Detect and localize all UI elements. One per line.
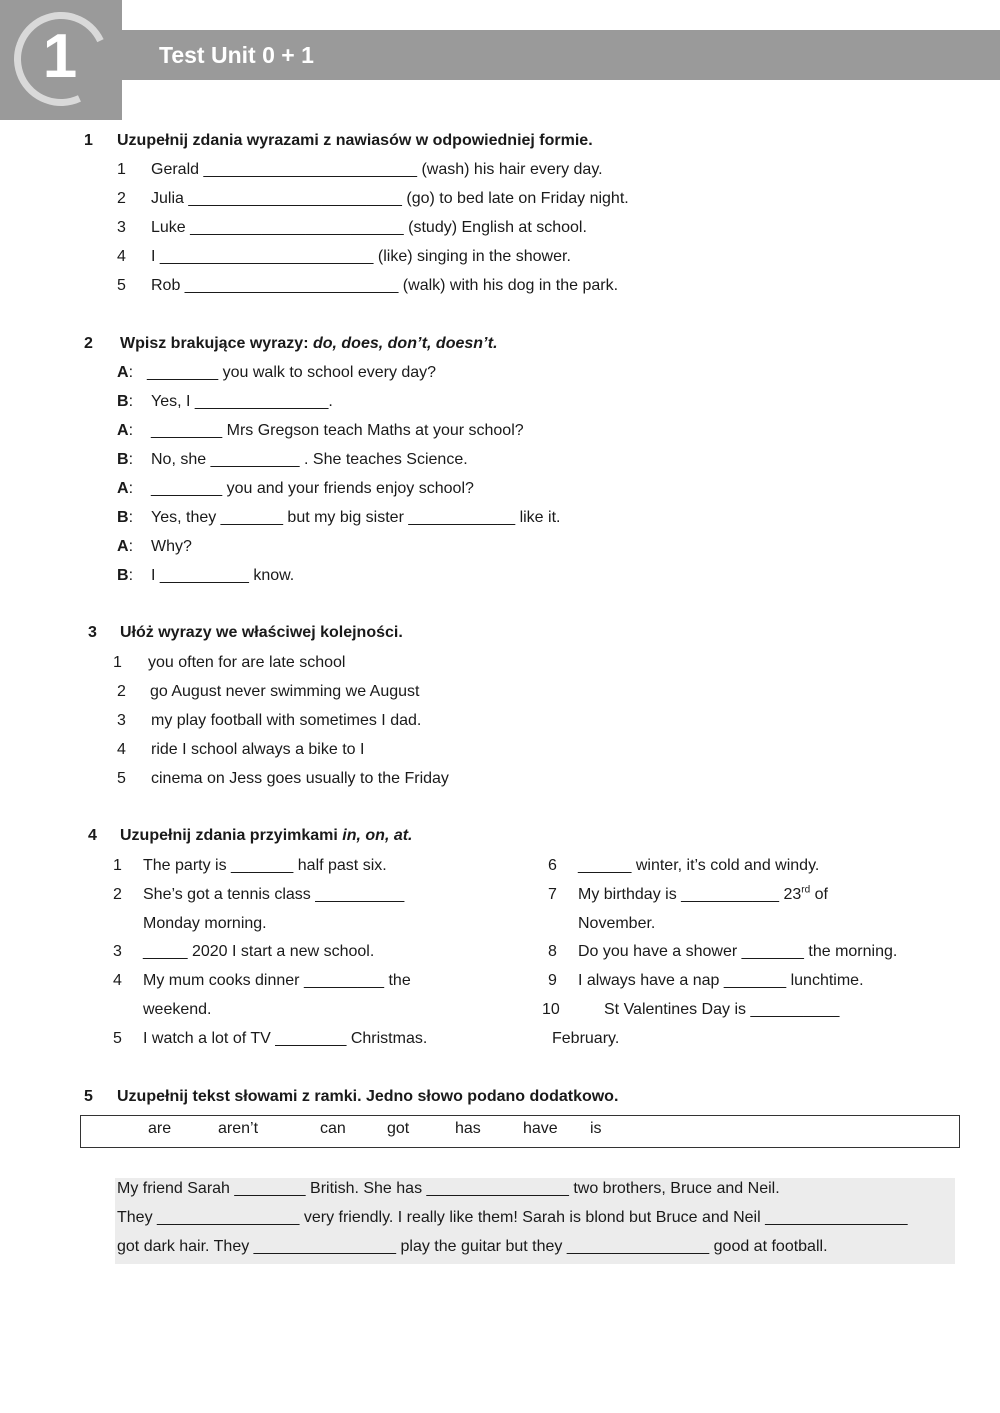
speaker-label: A [117,422,129,439]
ex4-item-text: St Valentines Day is __________ [604,1001,840,1018]
ex2-line: A: [117,364,134,381]
ex4-item-text-cont: weekend. [143,1001,212,1018]
word-box-item: have [523,1120,558,1137]
unit-badge [0,0,122,120]
ex4-item-number: 2 [113,886,122,903]
ex1-number: 1 [84,132,93,149]
ordinal-suffix: rd [801,884,811,896]
word-box-item: aren’t [218,1120,259,1137]
ex4-item-number: 3 [113,943,122,960]
ex2-line-text: ________ Mrs Gregson teach Maths at your school? [151,422,524,439]
word-box-item: can [320,1120,346,1137]
ex4-item-text: My mum cooks dinner _________ the [143,972,411,989]
ex1-item-number: 5 [117,277,126,294]
ex4-item-number: 10 [542,1001,560,1018]
ex1-item-text: Rob ________________________ (walk) with his dog in the park. [151,277,619,294]
ex2-line: B: [117,567,134,584]
ex1-item-text: Gerald ________________________ (wash) his hair every day. [151,161,603,178]
ex2-line-text: Yes, they _______ but my big sister ____________ like it. [151,509,561,526]
ex4-item-text: The party is _______ half past six. [143,857,387,874]
ex4-item-number: 5 [113,1030,122,1047]
word-box [80,1115,960,1148]
ex1-item-number: 2 [117,190,126,207]
ex4-item-number: 4 [113,972,122,989]
ex1-item-text: Luke ________________________ (study) English at school. [151,219,587,236]
ex4-instruction-words: in, on, at. [342,827,413,844]
ex4-item-text-b: of [810,886,828,903]
ex2-line-text: Yes, I _______________. [151,393,333,410]
ex2-line: B: [117,393,134,410]
ex3-item-text: you often for are late school [148,654,346,671]
ex3-item-text: go August never swimming we August [150,683,420,700]
ex2-number: 2 [84,335,93,352]
ex5-text-line: They ________________ very friendly. I really like them! Sarah is blond but Bruce and Neil ________________ [117,1209,908,1226]
ex4-item-text: ______ winter, it’s cold and windy. [578,857,820,874]
ex4-item-text-cont: November. [578,915,656,932]
ex3-item-text: ride I school always a bike to I [151,741,365,758]
ex4-item-text: I watch a lot of TV ________ Christmas. [143,1030,428,1047]
ex2-line-text: Why? [151,538,192,555]
ex4-instruction-text: Uzupełnij zdania przyimkami [120,827,343,844]
ex2-instruction-text: Wpisz brakujące wyrazy: [120,335,313,352]
ex2-line-text: ________ you walk to school every day? [147,364,437,381]
ex4-item-number: 7 [548,886,557,903]
ex1-item-number: 3 [117,219,126,236]
ex1-item-number: 4 [117,248,126,265]
ex5-text-line: got dark hair. They ________________ play the guitar but they ________________ good at football. [117,1238,828,1255]
ex3-item-number: 1 [113,654,122,671]
ex2-line: A: [117,422,134,439]
word-box-item: got [387,1120,410,1137]
ex3-instruction: Ułóż wyrazy we właściwej kolejności. [120,624,403,641]
word-box-item: has [455,1120,481,1137]
ex4-item-text-cont: Monday morning. [143,915,267,932]
speaker-label: B [117,567,129,584]
ex4-item-number: 9 [548,972,557,989]
ex2-instruction-words: do, does, don’t, doesn’t. [312,335,498,352]
ex2-line: B: [117,509,134,526]
ex2-line-text: ________ you and your friends enjoy school? [151,480,474,497]
ex4-item-number: 6 [548,857,557,874]
ex2-instruction [120,334,498,354]
ex5-number: 5 [84,1088,93,1105]
word-box-item: are [148,1120,172,1137]
ex4-number: 4 [88,827,97,844]
ex4-item-text: I always have a nap _______ lunchtime. [578,972,864,989]
speaker-label: B [117,393,129,410]
ex2-line: A: [117,480,134,497]
ex3-number: 3 [88,624,97,641]
speaker-label: B [117,451,129,468]
ex4-item-text-a: My birthday is ___________ 23 [578,886,802,903]
ex2-line-text: No, she __________ . She teaches Science. [151,451,468,468]
ex4-instruction [120,826,413,846]
speaker-label: A [117,364,129,381]
speaker-label: A [117,538,129,555]
ex2-line: A: [117,538,134,555]
unit-number: 1 [42,22,78,91]
ex1-item-number: 1 [117,161,126,178]
header-bar [122,30,1000,80]
ex3-item-text: cinema on Jess goes usually to the Friday [151,770,449,787]
speaker-label: A [117,480,129,497]
speaker-label: B [117,509,129,526]
ex3-item-number: 3 [117,712,126,729]
ex1-instruction: Uzupełnij zdania wyrazami z nawiasów w odpowiedniej formie. [117,132,593,149]
ex1-item-text: I ________________________ (like) singing in the shower. [151,248,571,265]
ex4-item-text [578,885,828,905]
ex4-item-number: 1 [113,857,122,874]
ex4-item-number: 8 [548,943,557,960]
ex4-item-text-cont: February. [552,1030,620,1047]
ex3-item-number: 4 [117,741,126,758]
ex4-item-text: Do you have a shower _______ the morning. [578,943,898,960]
page-title: Test Unit 0 + 1 [159,42,314,68]
ex1-item-text: Julia ________________________ (go) to bed late on Friday night. [151,190,629,207]
word-box-item: is [590,1120,602,1137]
ex3-item-text: my play football with sometimes I dad. [151,712,422,729]
ex4-item-text: _____ 2020 I start a new school. [143,943,375,960]
ex5-instruction: Uzupełnij tekst słowami z ramki. Jedno słowo podano dodatkowo. [117,1088,619,1105]
ex2-line: B: [117,451,134,468]
ex4-item-text: She’s got a tennis class __________ [143,886,405,903]
ex5-text-line: My friend Sarah ________ British. She has ________________ two brothers, Bruce and Neil. [117,1180,780,1197]
ex3-item-number: 5 [117,770,126,787]
ex2-line-text: I __________ know. [151,567,295,584]
ex3-item-number: 2 [117,683,126,700]
